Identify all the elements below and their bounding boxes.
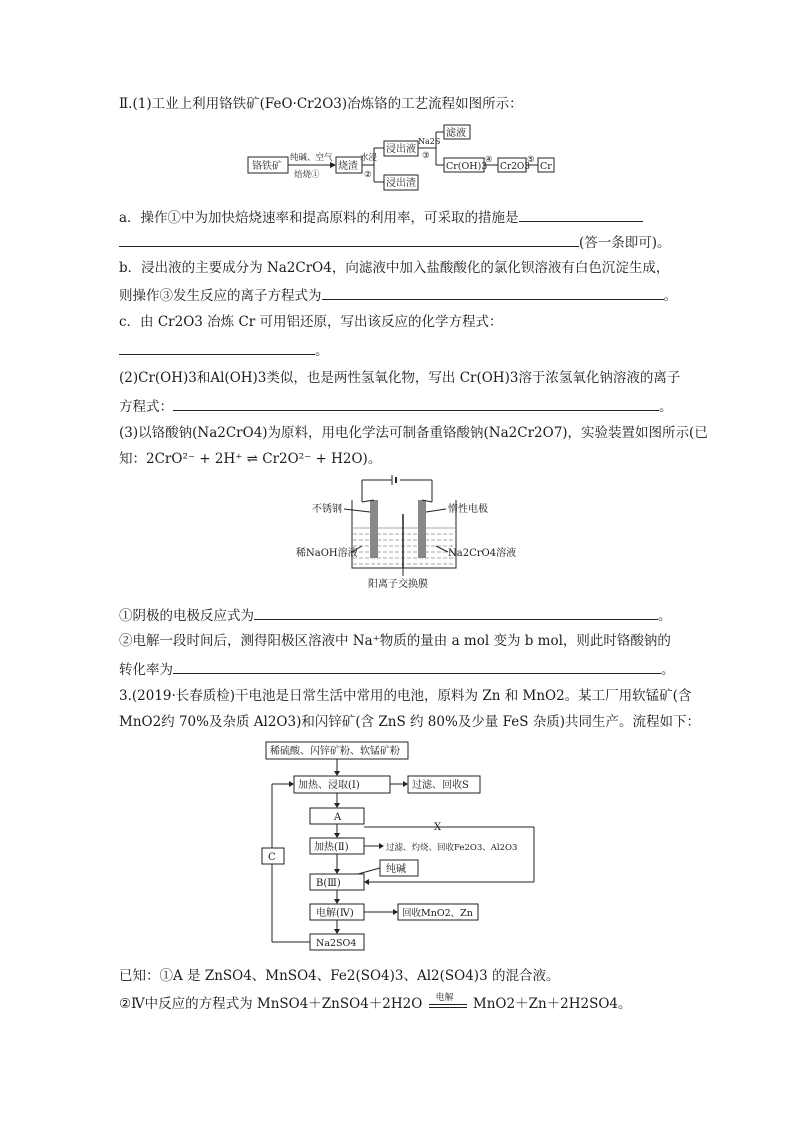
flow1-ore: 铬铁矿 (252, 161, 282, 172)
q3b-line1: ②电解一段时间后，测得阳极区溶液中 Na⁺物质的量由 a mol 变为 b mol，则此时铬酸钠的 (119, 633, 671, 649)
flow2-recover-fe: 过滤、灼烧、回收Fe2O3、Al2O3 (386, 843, 518, 853)
electrolysis-cell-diagram (296, 472, 516, 600)
label-membrane: 阳离子交换膜 (368, 579, 428, 590)
flow1-cr2o3: Cr2O3 (500, 162, 531, 172)
q3a-line (119, 605, 672, 625)
flow1-step2-top: 水浸 (360, 153, 378, 163)
flow1-leach-liquid: 浸出液 (386, 144, 416, 155)
flow1-croh3: Cr(OH)3 (446, 161, 488, 172)
flow1-roasted: 烧渣 (338, 161, 358, 172)
qc-line2 (119, 340, 329, 360)
q3-line2: 知：2CrO²⁻ + 2H⁺ ⇌ Cr2O²⁻ + H2O)。 (119, 451, 382, 467)
flow2-na2so4: Na2SO4 (316, 938, 357, 949)
qa-line2 (119, 232, 671, 252)
q3b-answer-blank[interactable] (173, 659, 661, 674)
label-right-solution: Na2CrO4溶液 (448, 548, 516, 559)
label-right-electrode: 惰性电极 (448, 504, 488, 515)
stainless-steel-electrode (370, 500, 378, 558)
q3b-text: 转化率为 (119, 662, 173, 678)
q2-line1: (2)Cr(OH)3和Al(OH)3类似，也是两性氢氧化物，写出 Cr(OH)3溶于浓氢氧化钠溶液的离子 (119, 370, 681, 386)
qb-end: 。 (663, 288, 677, 304)
flow1-reagent: Na2S (418, 137, 441, 146)
equals-line-bottom (429, 1007, 467, 1008)
flow1-step3: ③ (422, 151, 430, 161)
q2-line2 (119, 396, 673, 416)
flow1-step2-bottom: ② (364, 170, 372, 180)
known2-condition: 电解 (435, 992, 454, 1003)
qa-suffix: (答一条即可)。 (579, 235, 671, 251)
q3b-end: 。 (661, 662, 675, 678)
flow2-a: A (334, 812, 342, 823)
qa-answer-blank[interactable] (519, 207, 643, 222)
qb-line1: b．浸出液的主要成分为 Na2CrO4，向滤液中加入盐酸酸化的氯化钡溶液有白色沉淀生成， (119, 260, 670, 276)
qc-line1: c．由 Cr2O3 冶炼 Cr 可用铝还原，写出该反应的化学方程式： (119, 314, 503, 330)
inert-electrode (418, 500, 426, 558)
q2-text: 方程式： (119, 399, 173, 415)
q2-end: 。 (659, 399, 673, 415)
q3a-end: 。 (658, 608, 672, 624)
flow2-c: C (268, 852, 276, 863)
q3-main-line2: MnO2约 70%及杂质 Al2O3)和闪锌矿(含 ZnS 约 80%及少量 FeS 杂质)共同生产。流程如下： (119, 714, 701, 730)
known2-right: MnO2＋Zn＋2H2SO4。 (472, 996, 632, 1012)
flow2-b: B(Ⅲ) (316, 878, 341, 889)
equals-line-top (429, 1004, 467, 1005)
known2-left: ②Ⅳ中反应的方程式为 MnSO4＋ZnSO4＋2H2O (119, 996, 423, 1012)
flow1-step4: ④ (485, 155, 493, 165)
flow2-heat1: 加热、浸取(Ⅰ) (298, 780, 360, 791)
qc-end: 。 (315, 343, 329, 359)
known2-condition-arrow (427, 992, 469, 1014)
flow1-step1-top: 纯碱、空气 (290, 153, 333, 163)
q3-main-line1: 3.(2019·长春质检)干电池是日常生活中常用的电池，原料为 Zn 和 MnO2。某工厂用软锰矿(含 (119, 688, 692, 704)
flow1-cr: Cr (540, 161, 552, 172)
flow1-filtrate: 滤液 (446, 128, 466, 139)
chromite-flow-diagram (240, 124, 560, 196)
known2-line (119, 992, 632, 1014)
q3a-answer-blank[interactable] (254, 605, 658, 620)
flow2-soda: 纯碱 (386, 864, 406, 875)
qc-answer-blank[interactable] (119, 340, 315, 355)
q3a-text: ①阴极的电极反应式为 (119, 608, 254, 624)
flow1-step5: ⑤ (527, 155, 535, 165)
flow1-step1-bottom: 焙烧① (294, 170, 320, 180)
known1-line: 已知：①A 是 ZnSO4、MnSO4、Fe2(SO4)3、Al2(SO4)3 的混合液。 (119, 968, 560, 984)
flow2-x: X (434, 822, 442, 833)
qb-answer-blank[interactable] (322, 285, 664, 300)
qb-line2 (119, 285, 677, 305)
q2-answer-blank[interactable] (173, 396, 659, 411)
q3-line1: (3)以铬酸钠(Na2CrO4)为原料，用电化学法可制备重铬酸钠(Na2Cr2O7)，实验装置如图所示(已 (119, 425, 708, 441)
q3b-line2 (119, 659, 675, 679)
flow2-filter-s: 过滤、回收S (412, 780, 469, 791)
label-left-electrode: 不锈钢 (312, 504, 342, 515)
qa-text: a．操作①中为加快焙烧速率和提高原料的利用率，可采取的措施是 (119, 210, 519, 226)
q1-intro: Ⅱ.(1)工业上利用铬铁矿(FeO·Cr2O3)冶炼铬的工艺流程如图所示： (119, 96, 523, 112)
battery-production-flow-diagram (258, 736, 548, 954)
qa-line1 (119, 207, 643, 227)
label-left-solution: 稀NaOH溶液 (296, 548, 358, 559)
flow2-raw: 稀硫酸、闪锌矿粉、软锰矿粉 (270, 746, 400, 757)
flow2-heat2: 加热(Ⅱ) (314, 842, 349, 853)
flow2-recover-mn: 回收MnO2、Zn (402, 908, 473, 919)
flow1-leach-residue: 浸出渣 (386, 178, 416, 189)
qb-text: 则操作③发生反应的离子方程式为 (119, 288, 322, 304)
flow2-electro: 电解(Ⅳ) (316, 908, 354, 919)
qa-answer-blank-2[interactable] (119, 232, 579, 247)
